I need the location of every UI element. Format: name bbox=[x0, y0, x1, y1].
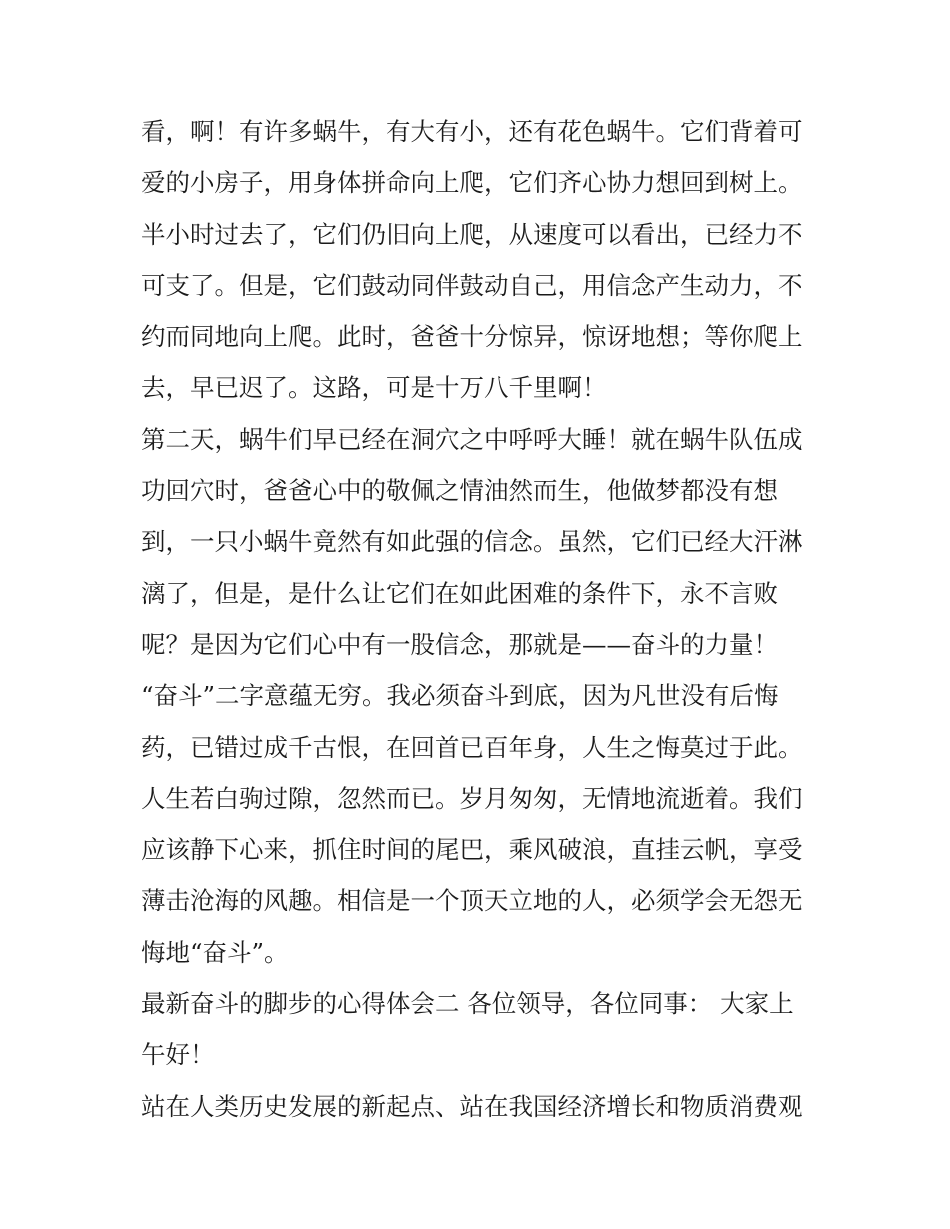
text-line: 功回穴时，爸爸心中的敬佩之情油然而生，他做梦都没有想 bbox=[141, 476, 778, 506]
text-line: 约而同地向上爬。此时，爸爸十分惊异，惊讶地想；等你爬上 bbox=[141, 322, 803, 352]
document-body bbox=[141, 106, 821, 1132]
text-line: 漓了，但是，是什么让它们在如此困难的条件下，永不言败 bbox=[141, 578, 778, 608]
text-line: 药，已错过成千古恨，在回首已百年身，人生之悔莫过于此。 bbox=[141, 732, 803, 762]
text-line: 最新奋斗的脚步的心得体会二 各位领导，各位同事： 大家上 bbox=[141, 989, 794, 1019]
text-line: 半小时过去了，它们仍旧向上爬，从速度可以看出，已经力不 bbox=[141, 219, 803, 249]
text-line: 第二天，蜗牛们早已经在洞穴之中呼呼大睡！就在蜗牛队伍成 bbox=[141, 424, 803, 454]
text-line: 悔地“奋斗”。 bbox=[141, 937, 289, 967]
text-line: 站在人类历史发展的新起点、站在我国经济增长和物质消费观 bbox=[141, 1091, 803, 1121]
text-line: 可支了。但是，它们鼓动同伴鼓动自己，用信念产生动力，不 bbox=[141, 270, 803, 300]
text-line: 人生若白驹过隙，忽然而已。岁月匆匆，无情地流逝着。我们 bbox=[141, 783, 803, 813]
text-line: 午好！ bbox=[141, 1040, 215, 1070]
text-line: 到，一只小蜗牛竟然有如此强的信念。虽然，它们已经大汗淋 bbox=[141, 527, 803, 557]
text-line: “奋斗”二字意蕴无穷。我必须奋斗到底，因为凡世没有后悔 bbox=[141, 681, 779, 711]
text-line: 呢？是因为它们心中有一股信念，那就是——奋斗的力量！ bbox=[141, 629, 778, 659]
text-line: 爱的小房子，用身体拼命向上爬，它们齐心协力想回到树上。 bbox=[141, 168, 803, 198]
text-line: 应该静下心来，抓住时间的尾巴，乘风破浪，直挂云帆，享受 bbox=[141, 835, 803, 865]
text-line: 薄击沧海的风趣。相信是一个顶天立地的人，必须学会无怨无 bbox=[141, 886, 803, 916]
text-line: 去，早已迟了。这路，可是十万八千里啊！ bbox=[141, 373, 607, 403]
text-line: 看，啊！有许多蜗牛，有大有小，还有花色蜗牛。它们背着可 bbox=[141, 117, 803, 146]
